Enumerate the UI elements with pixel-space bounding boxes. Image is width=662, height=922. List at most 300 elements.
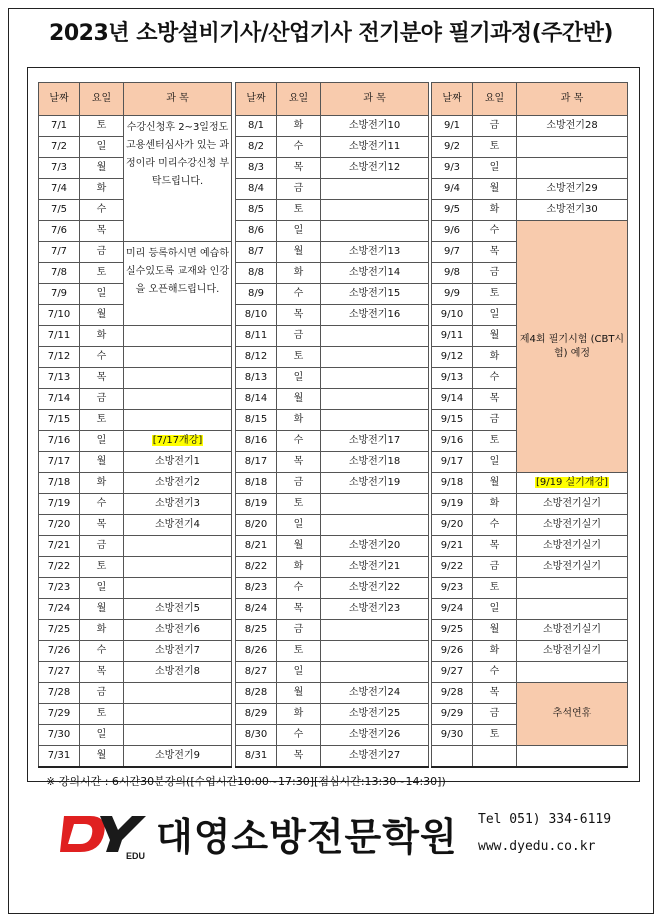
subject-cell: 소방전기17 — [321, 431, 429, 452]
table-row — [432, 620, 628, 641]
day-cell: 목 — [473, 242, 517, 263]
day-cell: 목 — [277, 158, 321, 179]
day-cell: 일 — [277, 368, 321, 389]
day-cell: 토 — [80, 116, 124, 137]
day-cell: 토 — [473, 284, 517, 305]
subject-cell: 소방전기27 — [321, 746, 429, 767]
table-row — [432, 158, 628, 179]
day-cell: 일 — [80, 578, 124, 599]
subject-cell: 소방전기4 — [124, 515, 232, 536]
date-cell: 8/19 — [236, 494, 277, 515]
date-cell: 7/19 — [39, 494, 80, 515]
day-cell: 금 — [277, 473, 321, 494]
date-cell: 8/25 — [236, 620, 277, 641]
date-cell: 8/17 — [236, 452, 277, 473]
notice-registration: 수강신청후 2~3일정도 고용센터심사가 있는 과정이라 미리수강신청 부탁드립니다. — [124, 116, 232, 242]
day-cell: 토 — [473, 137, 517, 158]
table-row — [39, 725, 232, 746]
day-cell: 토 — [473, 725, 517, 746]
subject-cell — [124, 368, 232, 389]
subject-cell: 소방전기20 — [321, 536, 429, 557]
practical-opening-cell — [517, 473, 628, 494]
day-cell: 수 — [80, 200, 124, 221]
day-cell: 목 — [80, 368, 124, 389]
date-cell: 9/3 — [432, 158, 473, 179]
page-title: 2023년 소방설비기사/산업기사 전기분야 필기과정(주간반) — [49, 21, 613, 46]
day-cell: 수 — [277, 725, 321, 746]
day-cell: 수 — [277, 578, 321, 599]
table-header-row — [39, 83, 232, 116]
date-cell: 7/30 — [39, 725, 80, 746]
academy-name: 대영소방전문학원 — [156, 815, 458, 859]
date-cell: 7/29 — [39, 704, 80, 725]
table-row — [236, 137, 429, 158]
table-row — [236, 305, 429, 326]
date-cell: 7/2 — [39, 137, 80, 158]
subject-cell: 소방전기22 — [321, 578, 429, 599]
date-cell: 8/6 — [236, 221, 277, 242]
date-cell: 7/13 — [39, 368, 80, 389]
date-cell: 7/28 — [39, 683, 80, 704]
table-row — [432, 662, 628, 683]
table-row — [432, 746, 628, 767]
table-row — [236, 536, 429, 557]
table-row — [432, 683, 628, 704]
day-cell: 금 — [80, 389, 124, 410]
header-date: 날짜 — [236, 83, 277, 116]
day-cell: 화 — [80, 179, 124, 200]
date-cell: 7/22 — [39, 557, 80, 578]
date-cell: 8/3 — [236, 158, 277, 179]
day-cell: 토 — [277, 494, 321, 515]
day-cell: 금 — [80, 536, 124, 557]
day-cell: 일 — [277, 515, 321, 536]
day-cell: 토 — [277, 347, 321, 368]
day-cell: 월 — [473, 473, 517, 494]
date-cell: 9/20 — [432, 515, 473, 536]
day-cell: 금 — [473, 557, 517, 578]
date-cell: 8/23 — [236, 578, 277, 599]
day-cell: 월 — [277, 389, 321, 410]
date-cell: 9/25 — [432, 620, 473, 641]
subject-cell: 소방전기21 — [321, 557, 429, 578]
day-cell: 수 — [277, 137, 321, 158]
subject-cell: 소방전기13 — [321, 242, 429, 263]
day-cell: 수 — [80, 641, 124, 662]
subject-cell — [517, 137, 628, 158]
date-cell: 7/3 — [39, 158, 80, 179]
date-cell: 7/16 — [39, 431, 80, 452]
date-cell: 8/10 — [236, 305, 277, 326]
subject-cell — [321, 641, 429, 662]
subject-cell — [124, 536, 232, 557]
table-row — [39, 746, 232, 767]
table-row — [39, 452, 232, 473]
subject-cell: 소방전기28 — [517, 116, 628, 137]
date-cell: 7/12 — [39, 347, 80, 368]
day-cell: 화 — [277, 116, 321, 137]
table-row — [39, 557, 232, 578]
date-cell: 7/25 — [39, 620, 80, 641]
table-row — [236, 221, 429, 242]
date-cell: 7/11 — [39, 326, 80, 347]
date-cell: 8/5 — [236, 200, 277, 221]
subject-cell — [517, 662, 628, 683]
table-row — [236, 725, 429, 746]
date-cell: 7/9 — [39, 284, 80, 305]
subject-cell: 소방전기9 — [124, 746, 232, 767]
date-cell: 8/12 — [236, 347, 277, 368]
day-cell: 토 — [277, 641, 321, 662]
day-cell: 수 — [473, 221, 517, 242]
day-cell: 화 — [277, 263, 321, 284]
table-row — [236, 746, 429, 767]
table-row — [39, 599, 232, 620]
date-cell: 7/6 — [39, 221, 80, 242]
subject-cell: 소방전기5 — [124, 599, 232, 620]
date-cell: 8/11 — [236, 326, 277, 347]
day-cell: 일 — [80, 137, 124, 158]
date-cell: 9/29 — [432, 704, 473, 725]
table-row — [236, 515, 429, 536]
date-cell: 9/18 — [432, 473, 473, 494]
subject-cell — [124, 725, 232, 746]
day-cell: 금 — [277, 179, 321, 200]
subject-cell — [517, 599, 628, 620]
day-cell: 화 — [473, 641, 517, 662]
subject-cell: 소방전기25 — [321, 704, 429, 725]
practical-opening-badge: [9/19 실기개강] — [535, 477, 609, 488]
date-cell: 9/15 — [432, 410, 473, 431]
header-subject: 과 목 — [517, 83, 628, 116]
day-cell: 목 — [473, 536, 517, 557]
date-cell: 7/8 — [39, 263, 80, 284]
day-cell: 일 — [473, 599, 517, 620]
day-cell: 일 — [473, 305, 517, 326]
date-cell: 9/8 — [432, 263, 473, 284]
academy-logo — [60, 808, 480, 860]
subject-cell: 소방전기실기 — [517, 494, 628, 515]
day-cell: 일 — [277, 221, 321, 242]
date-cell: 9/2 — [432, 137, 473, 158]
subject-cell — [321, 662, 429, 683]
date-cell: 8/16 — [236, 431, 277, 452]
date-cell: 7/14 — [39, 389, 80, 410]
table-row — [39, 116, 232, 137]
table-row — [236, 641, 429, 662]
day-cell: 금 — [473, 704, 517, 725]
table-row — [39, 620, 232, 641]
day-cell: 월 — [80, 452, 124, 473]
subject-cell: 소방전기실기 — [517, 620, 628, 641]
subject-cell: 소방전기8 — [124, 662, 232, 683]
day-cell: 월 — [277, 683, 321, 704]
table-row — [236, 242, 429, 263]
opening-cell — [124, 431, 232, 452]
day-cell: 수 — [80, 347, 124, 368]
contact-phone: Tel 051) 334-6119 — [478, 812, 612, 827]
date-cell: 9/14 — [432, 389, 473, 410]
day-cell: 토 — [80, 704, 124, 725]
schedule-table-august — [235, 82, 429, 768]
date-cell: 7/26 — [39, 641, 80, 662]
day-cell: 월 — [473, 179, 517, 200]
table-row — [432, 116, 628, 137]
table-row — [236, 494, 429, 515]
subject-cell — [321, 179, 429, 200]
day-cell: 일 — [80, 284, 124, 305]
table-row — [432, 557, 628, 578]
date-cell: 9/16 — [432, 431, 473, 452]
subject-cell: 소방전기실기 — [517, 557, 628, 578]
date-cell: 7/4 — [39, 179, 80, 200]
day-cell: 화 — [80, 620, 124, 641]
table-row — [236, 179, 429, 200]
subject-cell: 소방전기실기 — [517, 641, 628, 662]
lecture-time-note: ※ 강의시간 : 6시간30분강의([수업시간10:00~17:30][점심시간:13:30~14:30]) — [46, 775, 446, 788]
table-row — [39, 431, 232, 452]
table-row — [39, 242, 232, 263]
schedule-table-july — [38, 82, 232, 768]
date-cell: 8/2 — [236, 137, 277, 158]
date-cell: 9/26 — [432, 641, 473, 662]
date-cell: 9/30 — [432, 725, 473, 746]
subject-cell: 소방전기11 — [321, 137, 429, 158]
subject-cell: 소방전기10 — [321, 116, 429, 137]
subject-cell — [124, 326, 232, 347]
table-row — [236, 662, 429, 683]
subject-cell — [321, 515, 429, 536]
date-cell: 9/27 — [432, 662, 473, 683]
subject-cell — [321, 494, 429, 515]
day-cell: 목 — [277, 599, 321, 620]
schedule-table-september — [431, 82, 628, 768]
table-row — [432, 221, 628, 242]
subject-cell: 소방전기29 — [517, 179, 628, 200]
subject-cell: 소방전기23 — [321, 599, 429, 620]
table-row — [39, 368, 232, 389]
day-cell: 목 — [80, 662, 124, 683]
day-cell: 수 — [80, 494, 124, 515]
date-cell: 9/17 — [432, 452, 473, 473]
dy-edu-logo-icon — [60, 808, 156, 860]
date-cell: 8/8 — [236, 263, 277, 284]
date-cell: 9/21 — [432, 536, 473, 557]
header-subject: 과 목 — [124, 83, 232, 116]
table-row — [236, 410, 429, 431]
date-cell: 8/21 — [236, 536, 277, 557]
table-row — [39, 473, 232, 494]
table-row — [39, 683, 232, 704]
date-cell: 9/7 — [432, 242, 473, 263]
date-cell: 9/22 — [432, 557, 473, 578]
table-row — [39, 704, 232, 725]
day-cell: 금 — [80, 242, 124, 263]
day-cell: 수 — [277, 431, 321, 452]
date-cell: 9/11 — [432, 326, 473, 347]
subject-cell: 소방전기실기 — [517, 536, 628, 557]
subject-cell: 소방전기1 — [124, 452, 232, 473]
date-cell: 9/5 — [432, 200, 473, 221]
date-cell: 8/27 — [236, 662, 277, 683]
subject-cell: 소방전기7 — [124, 641, 232, 662]
subject-cell — [124, 683, 232, 704]
date-cell: 8/13 — [236, 368, 277, 389]
subject-cell — [124, 704, 232, 725]
table-row — [236, 158, 429, 179]
date-cell: 8/1 — [236, 116, 277, 137]
table-row — [39, 515, 232, 536]
day-cell: 월 — [473, 620, 517, 641]
date-cell — [432, 746, 473, 767]
day-cell: 월 — [80, 305, 124, 326]
day-cell: 월 — [80, 599, 124, 620]
day-cell: 금 — [473, 410, 517, 431]
logo-edu-text: EDU — [126, 851, 146, 860]
subject-cell: 소방전기15 — [321, 284, 429, 305]
day-cell: 일 — [80, 725, 124, 746]
header-subject: 과 목 — [321, 83, 429, 116]
day-cell: 토 — [473, 578, 517, 599]
table-row — [39, 410, 232, 431]
header-day: 요일 — [277, 83, 321, 116]
day-cell: 월 — [277, 536, 321, 557]
table-row — [432, 200, 628, 221]
opening-badge: [7/17개강] — [152, 435, 203, 446]
table-row — [236, 116, 429, 137]
subject-cell: 소방전기12 — [321, 158, 429, 179]
contact-website[interactable]: www.dyedu.co.kr — [478, 839, 596, 854]
table-header-row — [236, 83, 429, 116]
subject-cell — [124, 347, 232, 368]
subject-cell: 소방전기실기 — [517, 515, 628, 536]
date-cell: 8/18 — [236, 473, 277, 494]
subject-cell: 소방전기6 — [124, 620, 232, 641]
table-row — [432, 599, 628, 620]
day-cell: 화 — [80, 473, 124, 494]
table-row — [432, 179, 628, 200]
subject-cell — [517, 578, 628, 599]
date-cell: 9/6 — [432, 221, 473, 242]
subject-cell — [321, 221, 429, 242]
table-row — [432, 641, 628, 662]
day-cell: 목 — [80, 515, 124, 536]
date-cell: 8/26 — [236, 641, 277, 662]
date-cell: 8/30 — [236, 725, 277, 746]
date-cell: 9/1 — [432, 116, 473, 137]
table-row — [39, 536, 232, 557]
day-cell: 월 — [80, 158, 124, 179]
subject-cell: 소방전기24 — [321, 683, 429, 704]
subject-cell: 소방전기14 — [321, 263, 429, 284]
day-cell: 목 — [277, 305, 321, 326]
table-row — [236, 326, 429, 347]
header-date: 날짜 — [432, 83, 473, 116]
date-cell: 7/7 — [39, 242, 80, 263]
subject-cell — [321, 410, 429, 431]
table-row — [39, 578, 232, 599]
date-cell: 9/28 — [432, 683, 473, 704]
day-cell: 토 — [277, 200, 321, 221]
subject-cell — [321, 200, 429, 221]
day-cell: 금 — [473, 263, 517, 284]
subject-cell — [321, 368, 429, 389]
date-cell: 8/20 — [236, 515, 277, 536]
subject-cell: 소방전기16 — [321, 305, 429, 326]
day-cell: 목 — [277, 452, 321, 473]
subject-cell: 소방전기30 — [517, 200, 628, 221]
date-cell: 7/5 — [39, 200, 80, 221]
header-date: 날짜 — [39, 83, 80, 116]
date-cell: 7/23 — [39, 578, 80, 599]
table-row — [432, 578, 628, 599]
subject-cell — [321, 620, 429, 641]
table-row — [236, 683, 429, 704]
table-row — [236, 284, 429, 305]
date-cell: 9/10 — [432, 305, 473, 326]
day-cell: 금 — [277, 326, 321, 347]
header-day: 요일 — [80, 83, 124, 116]
table-row — [236, 431, 429, 452]
date-cell: 8/4 — [236, 179, 277, 200]
subject-cell: 소방전기18 — [321, 452, 429, 473]
date-cell: 8/22 — [236, 557, 277, 578]
subject-cell — [124, 389, 232, 410]
date-cell: 7/20 — [39, 515, 80, 536]
date-cell: 8/9 — [236, 284, 277, 305]
day-cell: 수 — [473, 368, 517, 389]
table-row — [236, 452, 429, 473]
day-cell: 월 — [277, 242, 321, 263]
day-cell: 금 — [277, 620, 321, 641]
date-cell: 9/23 — [432, 578, 473, 599]
day-cell: 화 — [277, 410, 321, 431]
date-cell: 7/21 — [39, 536, 80, 557]
date-cell: 8/24 — [236, 599, 277, 620]
day-cell: 목 — [277, 746, 321, 767]
date-cell: 7/27 — [39, 662, 80, 683]
table-row — [39, 389, 232, 410]
table-row — [432, 515, 628, 536]
day-cell: 화 — [277, 557, 321, 578]
date-cell: 7/1 — [39, 116, 80, 137]
subject-cell: 소방전기2 — [124, 473, 232, 494]
table-row — [39, 641, 232, 662]
day-cell: 화 — [473, 494, 517, 515]
subject-cell — [321, 326, 429, 347]
date-cell: 7/10 — [39, 305, 80, 326]
date-cell: 9/24 — [432, 599, 473, 620]
day-cell: 월 — [80, 746, 124, 767]
subject-cell — [321, 347, 429, 368]
date-cell: 8/28 — [236, 683, 277, 704]
subject-cell: 소방전기26 — [321, 725, 429, 746]
notice-preview: 미리 등록하시면 예습하실수있도록 교재와 인강을 오픈해드립니다. — [124, 242, 232, 326]
day-cell: 일 — [473, 452, 517, 473]
day-cell: 수 — [473, 662, 517, 683]
table-header-row — [432, 83, 628, 116]
day-cell: 금 — [80, 683, 124, 704]
day-cell: 토 — [80, 557, 124, 578]
day-cell: 수 — [473, 515, 517, 536]
day-cell: 일 — [473, 158, 517, 179]
day-cell: 목 — [473, 389, 517, 410]
day-cell — [473, 746, 517, 767]
date-cell: 7/31 — [39, 746, 80, 767]
date-cell: 9/9 — [432, 284, 473, 305]
subject-cell — [124, 578, 232, 599]
table-row — [236, 389, 429, 410]
